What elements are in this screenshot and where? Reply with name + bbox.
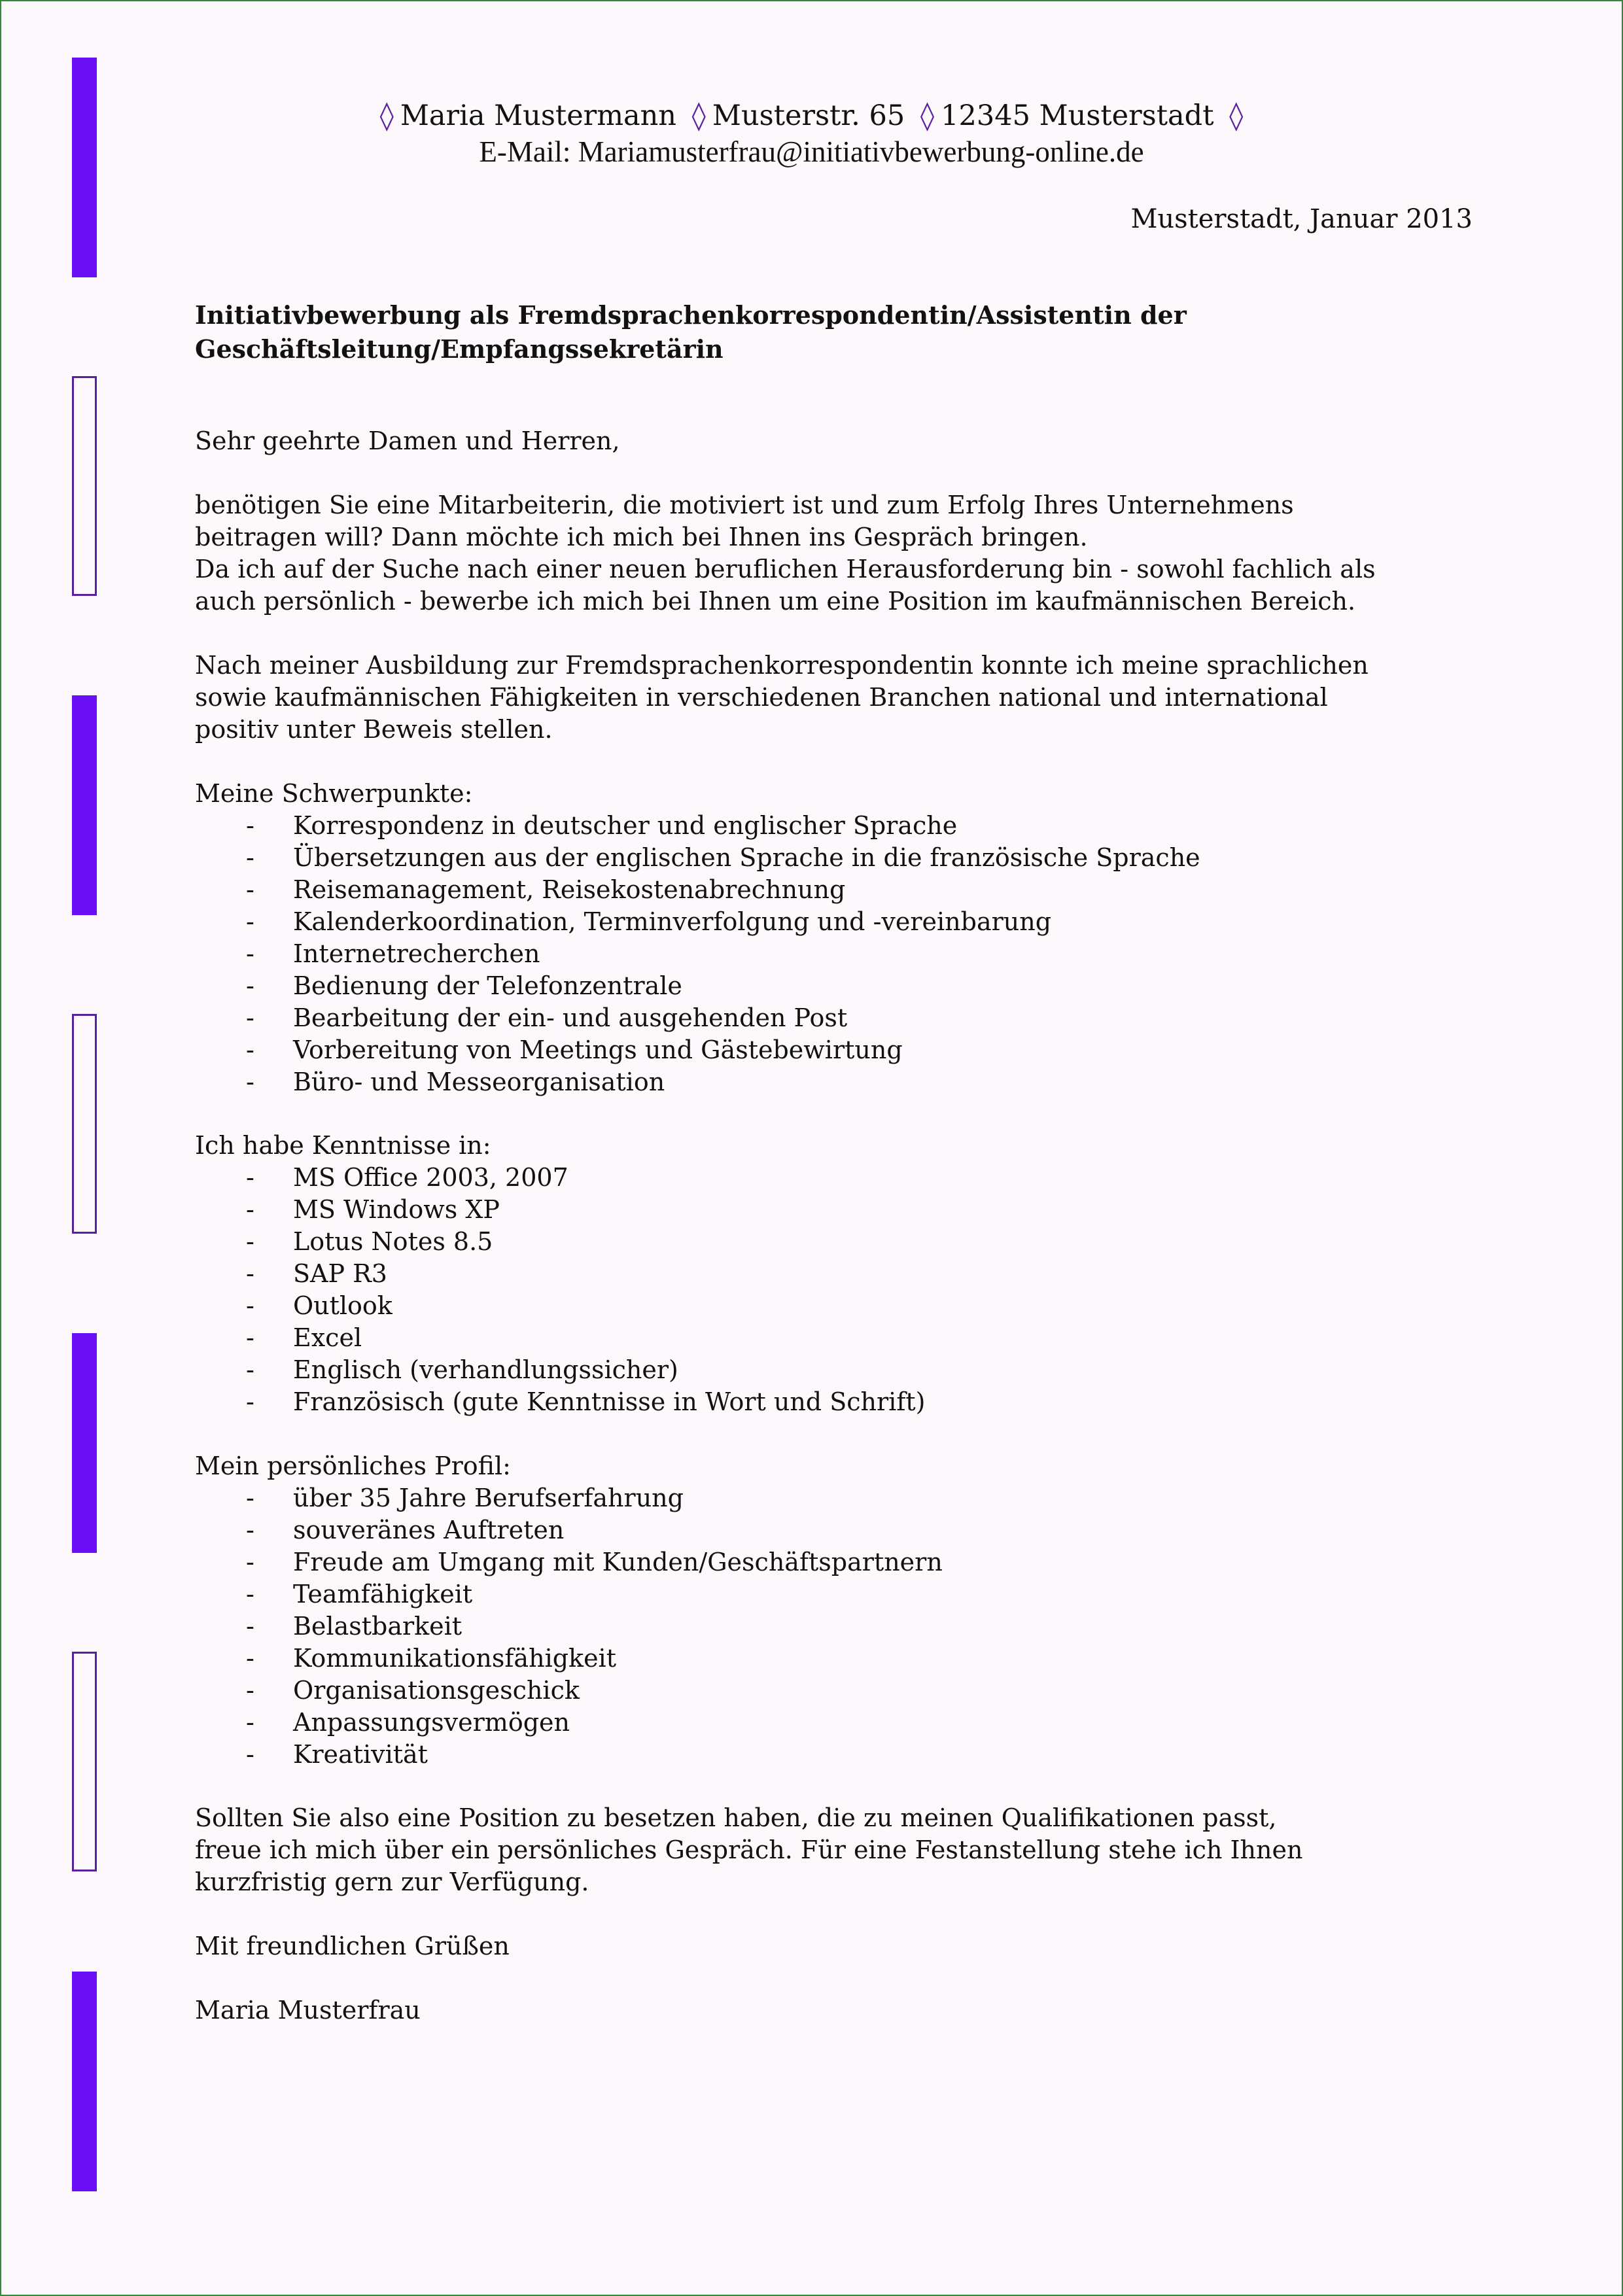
list-item — [195, 1354, 1490, 1386]
letter-subject — [195, 298, 1477, 366]
focus-section — [195, 778, 1490, 1098]
skills-list — [195, 1162, 1490, 1418]
list-item — [195, 1610, 1490, 1643]
bullet-dash: - — [246, 1068, 254, 1096]
list-item — [195, 1643, 1490, 1675]
list-item-text: Kreativität — [293, 1740, 428, 1769]
section-heading: Ich habe Kenntnisse in: — [195, 1131, 491, 1160]
list-item-text: Büro- und Messeorganisation — [293, 1068, 665, 1096]
list-item — [195, 1546, 1490, 1578]
signature-name: Maria Musterfrau — [195, 1996, 421, 2025]
list-item-text: Lotus Notes 8.5 — [293, 1227, 493, 1256]
list-item — [195, 1162, 1490, 1194]
bullet-dash: - — [246, 1227, 254, 1256]
list-item — [195, 1386, 1490, 1418]
list-item-text: souveränes Auftreten — [293, 1516, 565, 1544]
list-item-text: Kalenderkoordination, Terminverfolgung und -vereinbarung — [293, 907, 1052, 936]
list-item-text: Freude am Umgang mit Kunden/Geschäftspartnern — [293, 1548, 943, 1576]
list-item-text: Französisch (gute Kenntnisse in Wort und Schrift) — [293, 1387, 926, 1416]
list-item-text: Anpassungsvermögen — [293, 1708, 570, 1737]
letter-date: Musterstadt, Januar 2013 — [1130, 204, 1473, 234]
diamond-icon: ◊ — [1229, 99, 1244, 132]
list-item-text: Excel — [293, 1323, 362, 1352]
bullet-dash: - — [246, 1708, 254, 1737]
bullet-dash: - — [246, 1548, 254, 1576]
decor-bar-filled — [72, 1333, 97, 1553]
diamond-icon: ◊ — [379, 99, 394, 132]
list-item — [195, 1482, 1490, 1514]
list-item — [195, 1002, 1490, 1034]
profile-section — [195, 1450, 1490, 1771]
bullet-dash: - — [246, 1484, 254, 1512]
list-item — [195, 1194, 1490, 1226]
sender-street: Musterstr. 65 — [712, 99, 905, 132]
list-item — [195, 1675, 1490, 1707]
diamond-icon: ◊ — [691, 99, 706, 132]
section-heading: Mein persönliches Profil: — [195, 1452, 511, 1480]
bullet-dash: - — [246, 907, 254, 936]
bullet-dash: - — [246, 1195, 254, 1224]
list-item-text: Organisationsgeschick — [293, 1676, 580, 1705]
list-item — [195, 1739, 1490, 1771]
decor-bar-outline — [72, 376, 97, 596]
section-heading: Meine Schwerpunkte: — [195, 779, 473, 808]
list-item — [195, 1034, 1490, 1066]
bullet-dash: - — [246, 1612, 254, 1641]
bullet-dash: - — [246, 939, 254, 968]
list-item-text: Korrespondenz in deutscher und englischer Sprache — [293, 811, 958, 840]
paragraph-line: beitragen will? Dann möchte ich mich bei Ihnen ins Gespräch bringen. — [195, 523, 1088, 551]
paragraph-line: benötigen Sie eine Mitarbeiterin, die motiviert ist und zum Erfolg Ihres Unternehmens — [195, 491, 1294, 519]
list-item-text: SAP R3 — [293, 1259, 387, 1288]
bullet-dash: - — [246, 811, 254, 840]
list-item — [195, 1226, 1490, 1258]
decor-bar-outline — [72, 1652, 97, 1871]
list-item — [195, 1066, 1490, 1098]
list-item — [195, 1578, 1490, 1610]
closing-greeting: Mit freundlichen Grüßen — [195, 1932, 510, 1960]
bullet-dash: - — [246, 843, 254, 872]
profile-list — [195, 1482, 1490, 1771]
subject-line: Geschäftsleitung/Empfangssekretärin — [195, 334, 724, 364]
paragraph-line: Nach meiner Ausbildung zur Fremdsprachenkorrespondentin konnte ich meine sprachlichen — [195, 651, 1369, 680]
bullet-dash: - — [246, 1740, 254, 1769]
paragraph-line: positiv unter Beweis stellen. — [195, 715, 553, 744]
list-item — [195, 1258, 1490, 1290]
bullet-dash: - — [246, 1516, 254, 1544]
focus-list — [195, 810, 1490, 1098]
bullet-dash: - — [246, 971, 254, 1000]
bullet-dash: - — [246, 1003, 254, 1032]
list-item-text: Outlook — [293, 1291, 393, 1320]
list-item-text: MS Office 2003, 2007 — [293, 1163, 568, 1192]
list-item-text: Reisemanagement, Reisekostenabrechnung — [293, 875, 846, 904]
bullet-dash: - — [246, 1387, 254, 1416]
list-item-text: über 35 Jahre Berufserfahrung — [293, 1484, 684, 1512]
bullet-dash: - — [246, 1291, 254, 1320]
paragraph-line: auch persönlich - bewerbe ich mich bei Ihnen um eine Position im kaufmännischen Bereich. — [195, 587, 1356, 616]
bullet-dash: - — [246, 1644, 254, 1673]
list-item — [195, 874, 1490, 906]
paragraph-line: kurzfristig gern zur Verfügung. — [195, 1868, 589, 1896]
list-item-text: Teamfähigkeit — [293, 1580, 473, 1609]
skills-section — [195, 1130, 1490, 1418]
bullet-dash: - — [246, 875, 254, 904]
closing-paragraph — [195, 1802, 1490, 1898]
bullet-dash: - — [246, 1163, 254, 1192]
list-item — [195, 1290, 1490, 1322]
bullet-dash: - — [246, 1355, 254, 1384]
list-item-text: Kommunikationsfähigkeit — [293, 1644, 616, 1673]
salutation: Sehr geehrte Damen und Herren, — [195, 426, 620, 455]
list-item-text: Internetrecherchen — [293, 939, 540, 968]
bullet-dash: - — [246, 1259, 254, 1288]
list-item — [195, 970, 1490, 1002]
paragraph-line: sowie kaufmännischen Fähigkeiten in verschiedenen Branchen national und international — [195, 683, 1328, 712]
bullet-dash: - — [246, 1323, 254, 1352]
list-item — [195, 1707, 1490, 1739]
bullet-dash: - — [246, 1035, 254, 1064]
paragraph-line: freue ich mich über ein persönliches Gespräch. Für eine Festanstellung stehe ich Ihnen — [195, 1835, 1303, 1864]
list-item — [195, 1322, 1490, 1354]
paragraph-line: Sollten Sie also eine Position zu besetzen haben, die zu meinen Qualifikationen passt, — [195, 1803, 1277, 1832]
sender-name: Maria Mustermann — [400, 99, 676, 132]
subject-line: Initiativbewerbung als Fremdsprachenkorrespondentin/Assistentin der — [195, 300, 1187, 330]
decor-bar-outline — [72, 1014, 97, 1234]
list-item — [195, 938, 1490, 970]
list-item-text: Übersetzungen aus der englischen Sprache in die französische Sprache — [293, 843, 1200, 872]
list-item — [195, 906, 1490, 938]
paragraph-line: Da ich auf der Suche nach einer neuen beruflichen Herausforderung bin - sowohl fachlich als — [195, 555, 1376, 583]
list-item-text: MS Windows XP — [293, 1195, 500, 1224]
sender-city: 12345 Musterstadt — [941, 99, 1214, 132]
intro-paragraph — [195, 489, 1490, 617]
decor-bar-filled — [72, 1972, 97, 2191]
list-item-text: Englisch (verhandlungssicher) — [293, 1355, 678, 1384]
list-item — [195, 810, 1490, 842]
bullet-dash: - — [246, 1676, 254, 1705]
list-item-text: Bearbeitung der ein- und ausgehenden Post — [293, 1003, 848, 1032]
list-item — [195, 842, 1490, 874]
list-item — [195, 1514, 1490, 1546]
list-item-text: Vorbereitung von Meetings und Gästebewirtung — [293, 1035, 903, 1064]
decor-bar-filled — [72, 695, 97, 915]
list-item-text: Belastbarkeit — [293, 1612, 462, 1641]
sender-email: E-Mail: Mariamusterfrau@initiativbewerbung-online.de — [479, 135, 1144, 168]
education-paragraph — [195, 650, 1490, 746]
diamond-icon: ◊ — [920, 99, 935, 132]
bullet-dash: - — [246, 1580, 254, 1609]
letterhead-address — [1, 98, 1622, 133]
list-item-text: Bedienung der Telefonzentrale — [293, 971, 682, 1000]
